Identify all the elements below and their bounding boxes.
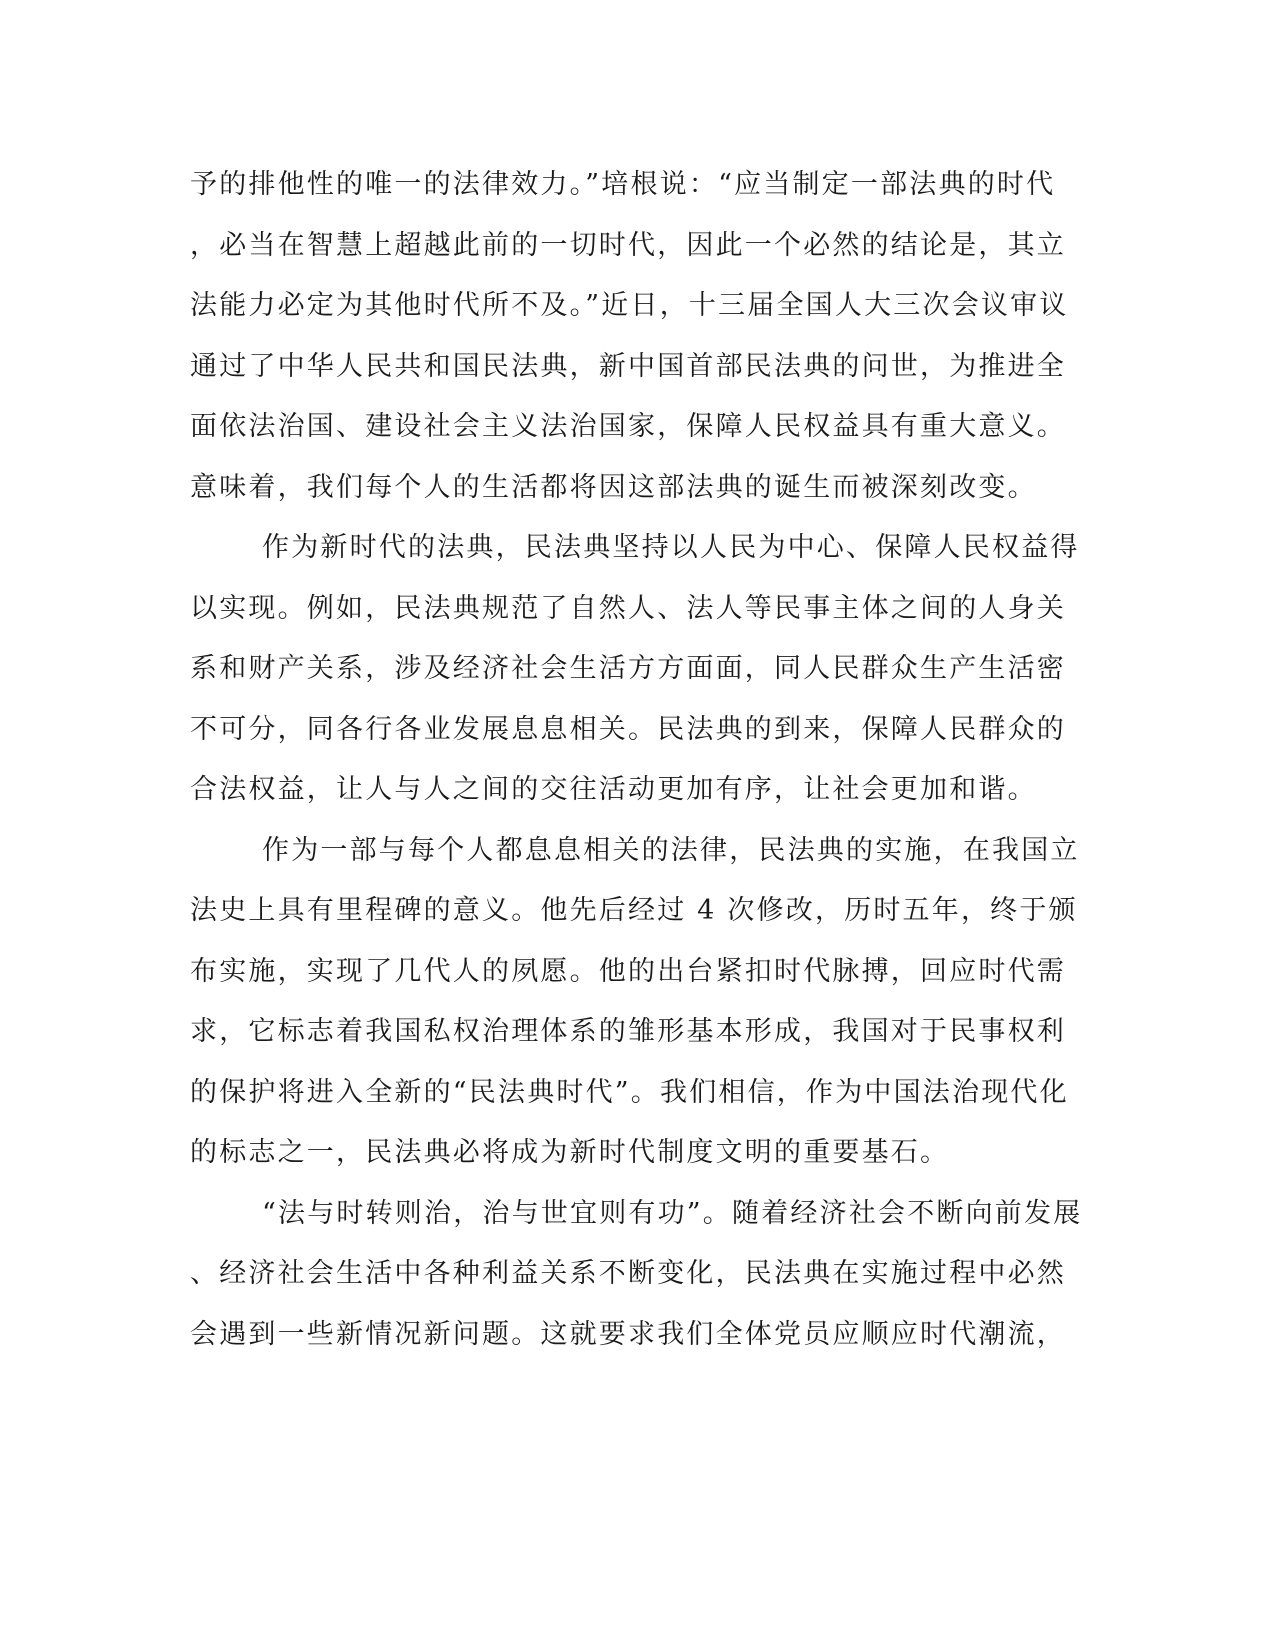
text-line: 会遇到一些新情况新问题。这就要求我们全体党员应顺应时代潮流， (190, 1318, 1066, 1350)
text-line: 面依法治国、建设社会主义法治国家，保障人民权益具有重大意义。 (190, 411, 1066, 442)
text-line: 以实现。例如，民法典规范了自然人、法人等民事主体之间的人身关 (190, 592, 1066, 624)
text-line: 法史上具有里程碑的意义。他先后经过 4 次修改，历时五年，终于颁 (190, 895, 1078, 926)
text-line: 法能力必定为其他时代所不及。”近日，十三届全国人大三次会议审议 (190, 290, 1069, 321)
paragraph-first-line: 作为新时代的法典，民法典坚持以人民为中心、保障人民权益得 (262, 532, 1080, 563)
text-line: 合法权益，让人与人之间的交往活动更加有序，让社会更加和谐。 (190, 774, 1037, 805)
text-line: 的保护将进入全新的“民法典时代”。我们相信，作为中国法治现代化 (190, 1076, 1069, 1108)
text-line: 不可分，同各行各业发展息息相关。民法典的到来，保障人民群众的 (190, 713, 1066, 745)
paragraph-first-line: “法与时转则治，治与世宜则有功”。随着经济社会不断向前发展 (262, 1197, 1083, 1229)
text-line: 系和财产关系，涉及经济社会生活方方面面，同人民群众生产生活密 (190, 653, 1066, 684)
text-line: 求，它标志着我国私权治理体系的雏形基本形成，我国对于民事权利 (190, 1016, 1066, 1047)
text-line: 、经济社会生活中各种利益关系不断变化，民法典在实施过程中必然 (190, 1258, 1066, 1289)
paragraph-first-line: 作为一部与每个人都息息相关的法律，民法典的实施，在我国立 (262, 834, 1080, 866)
text-line: 布实施，实现了几代人的夙愿。他的出台紧扣时代脉搏，回应时代需 (190, 955, 1066, 987)
body-text (190, 155, 1083, 1365)
text-line: 予的排他性的唯一的法律效力。”培根说：“应当制定一部法典的时代 (190, 169, 1056, 200)
text-line: 通过了中华人民共和国民法典，新中国首部民法典的问世，为推进全 (190, 350, 1066, 382)
text-line: ，必当在智慧上超越此前的一切时代，因此一个必然的结论是，其立 (190, 229, 1066, 261)
text-line: 意味着，我们每个人的生活都将因这部法典的诞生而被深刻改变。 (190, 471, 1037, 503)
text-line: 的标志之一，民法典必将成为新时代制度文明的重要基石。 (190, 1137, 950, 1168)
